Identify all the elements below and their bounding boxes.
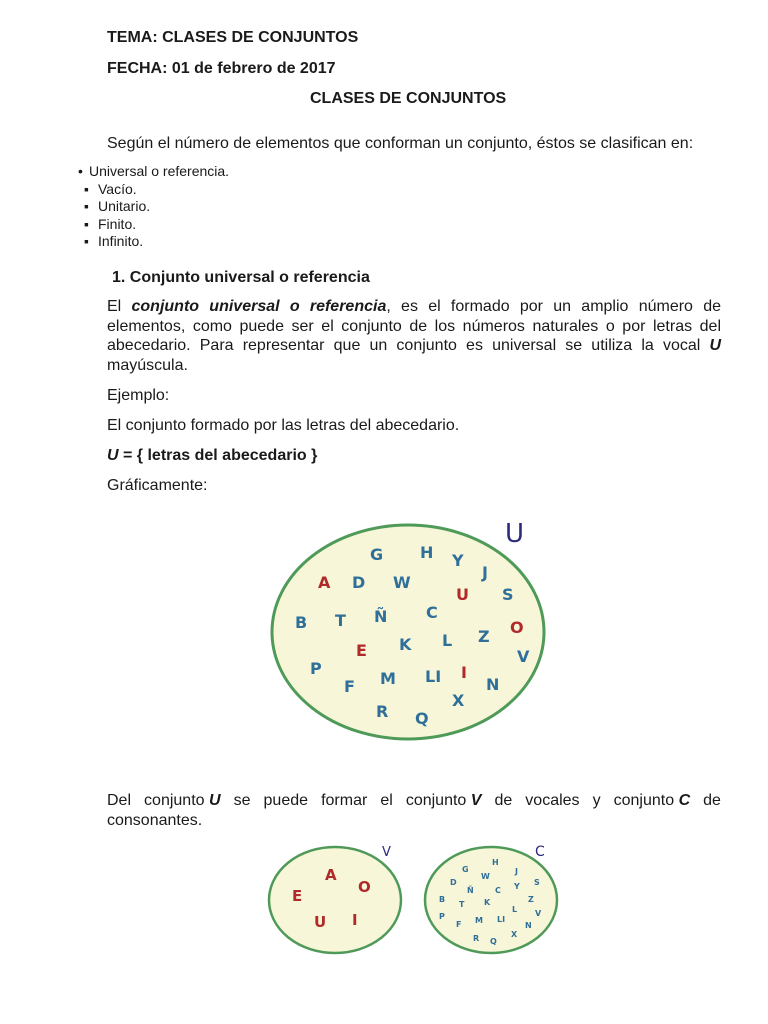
date-line: FECHA: 01 de febrero de 2017 (107, 60, 336, 77)
set-element: I (461, 663, 467, 682)
example-text: El conjunto formado por las letras del abecedario. (107, 417, 460, 434)
set-element: M (475, 916, 483, 925)
set-element: E (292, 887, 303, 905)
set-element: X (511, 930, 518, 939)
set-element: Ñ (374, 607, 388, 626)
set-element: W (393, 573, 411, 592)
set-element: H (420, 543, 434, 562)
universal-set-diagram (262, 510, 562, 770)
consonants-set-diagram (418, 840, 568, 965)
vowels-set-ellipse (269, 847, 401, 953)
set-element: F (344, 677, 355, 696)
set-element: Q (415, 709, 429, 728)
set-element: Y (452, 551, 464, 570)
list-item: • Universal o referencia. (78, 163, 230, 179)
set-element: D (450, 878, 457, 887)
section-paragraph: El conjunto universal o referencia, es el formado por un amplio número de elementos, como puede ser el conjunto de los números naturales o por letras del abecedario. Para representar que un conjunto es universal se utiliza la vocal U mayúscula. (107, 298, 721, 374)
set-element: P (310, 659, 322, 678)
classification-list (78, 163, 378, 251)
set-element: P (439, 912, 445, 921)
page-title: CLASES DE CONJUNTOS (310, 90, 507, 107)
set-element: Ñ (467, 886, 474, 895)
set-element: J (515, 867, 518, 876)
intro-text: Según el número de elementos que conforman un conjunto, éstos se clasifican en: (107, 135, 694, 152)
set-element: I (352, 911, 358, 929)
set-element: V (535, 909, 542, 918)
list-item: ▪ Finito. (84, 215, 137, 232)
example-label: Ejemplo: (107, 387, 170, 404)
list-item: ▪ Unitario. (84, 198, 151, 214)
set-element: S (534, 878, 540, 887)
set-element: LI (497, 915, 506, 924)
set-element: T (459, 900, 465, 909)
set-element: J (482, 563, 488, 582)
set-element: S (502, 585, 514, 604)
set-element: V (517, 647, 530, 666)
vowels-set-diagram (262, 840, 412, 965)
set-element: Z (478, 627, 490, 646)
set-element: C (495, 886, 501, 895)
universal-set-label: U (505, 519, 525, 549)
set-element: LI (425, 667, 442, 686)
set-definition: U = { letras del abecedario } (107, 447, 318, 464)
set-element: D (352, 573, 366, 592)
set-element: F (456, 920, 462, 929)
universal-set-ellipse (272, 525, 544, 739)
topic-title: TEMA: CLASES DE CONJUNTOS (107, 29, 359, 46)
set-element: N (486, 675, 500, 694)
graphic-label: Gráficamente: (107, 477, 208, 494)
set-element: L (512, 905, 518, 914)
set-element: K (484, 898, 491, 907)
set-element: O (510, 618, 524, 637)
set-element: W (481, 872, 490, 881)
set-element: Q (490, 937, 497, 946)
set-element: U (314, 913, 327, 931)
set-element: G (462, 865, 469, 874)
set-element: G (370, 545, 384, 564)
set-element: X (452, 691, 465, 710)
set-element: T (335, 611, 346, 630)
set-element: L (442, 631, 453, 650)
list-item: ▪ Infinito. (84, 233, 144, 249)
consonants-set-label: C (535, 844, 545, 860)
set-element: B (295, 613, 308, 632)
set-element: R (376, 702, 389, 721)
set-element: Z (528, 895, 534, 904)
set-element: Y (514, 882, 520, 891)
set-element: U (456, 585, 469, 604)
set-element: H (492, 858, 499, 867)
set-element: A (318, 573, 331, 592)
set-element: A (325, 866, 337, 884)
set-element: N (525, 921, 532, 930)
set-element: M (380, 669, 396, 688)
list-item: ▪ Vacío. (84, 180, 137, 197)
set-element: R (473, 934, 480, 943)
vowels-set-label: V (382, 845, 391, 860)
set-element: B (439, 895, 446, 904)
set-element: O (358, 878, 371, 896)
set-element: C (426, 603, 438, 622)
subset-paragraph: Del conjunto U se puede formar el conjunto V de vocales y conjunto C de consonantes. (107, 792, 721, 829)
set-element: K (399, 635, 412, 654)
section-heading: 1. Conjunto universal o referencia (112, 269, 370, 286)
set-element: E (356, 641, 367, 660)
